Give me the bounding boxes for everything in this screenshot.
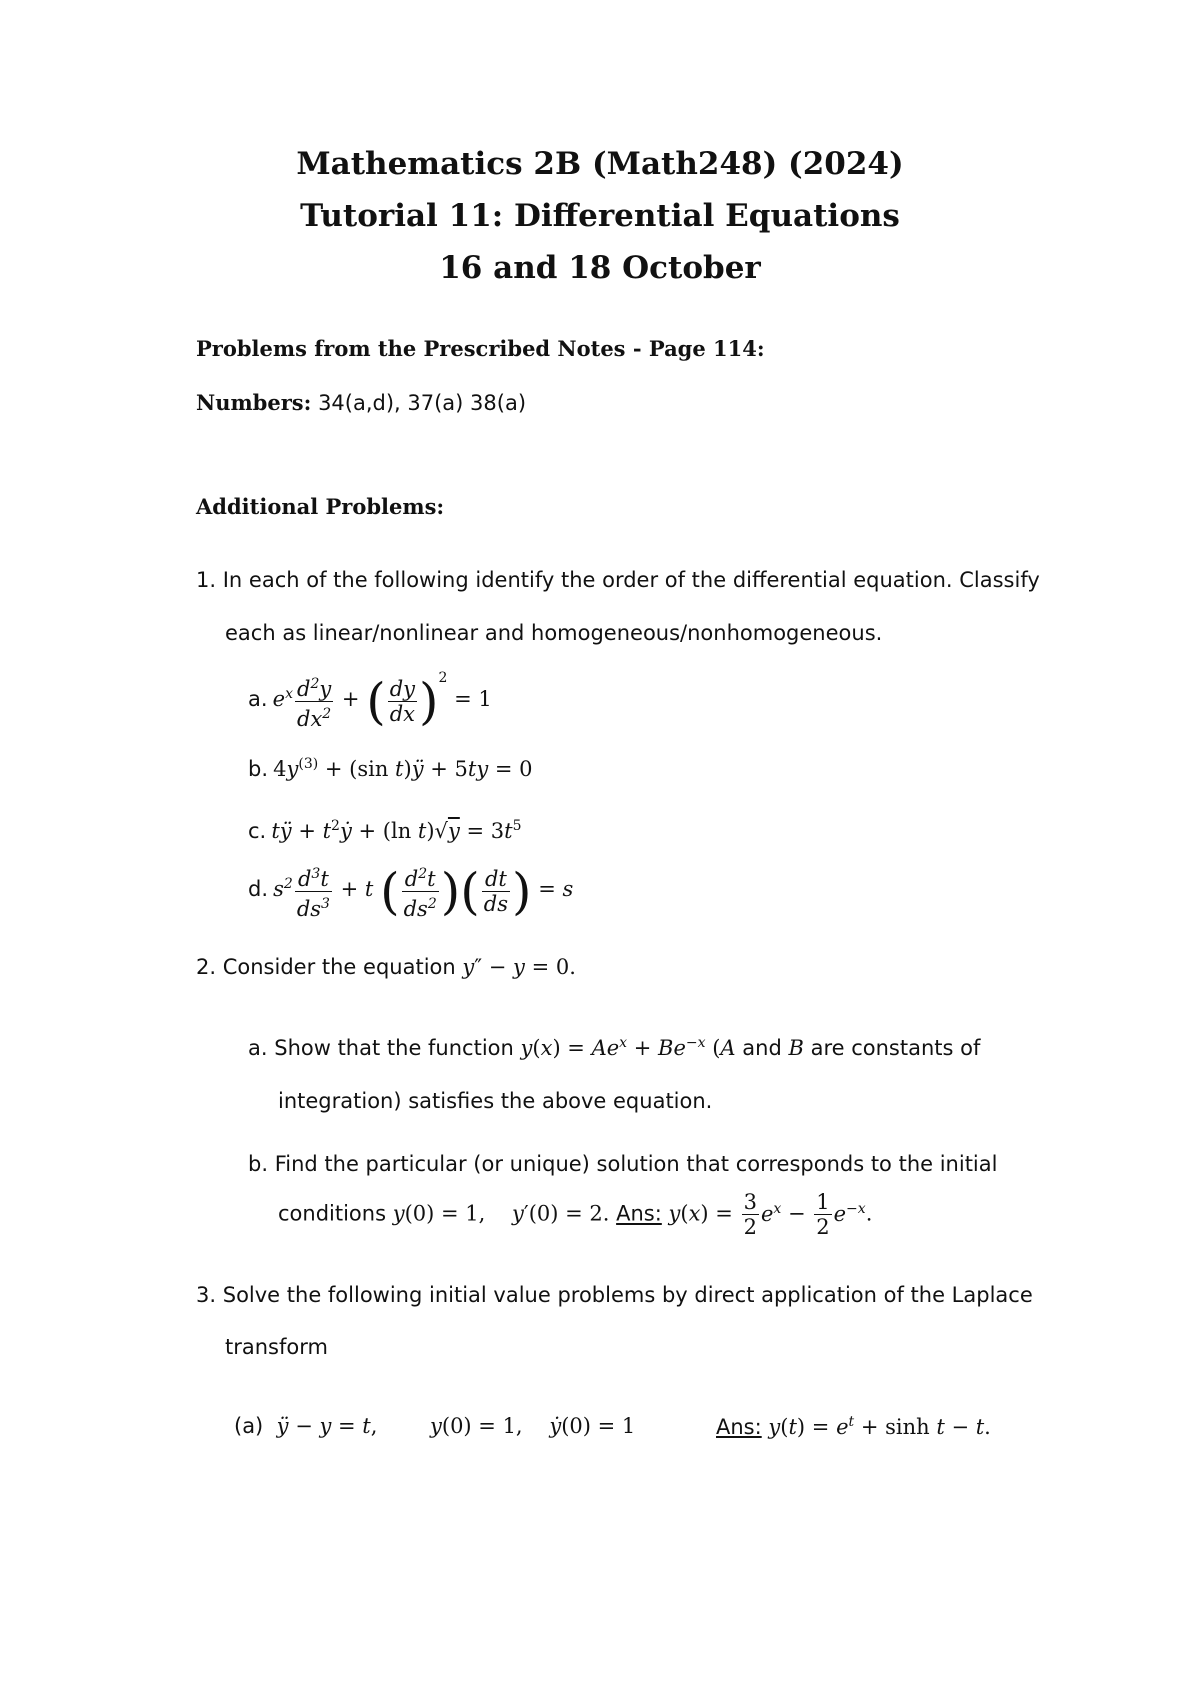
numbers-value: 34(a,d), 37(a) 38(a) [318, 391, 527, 415]
problem-2-text: Consider the equation [222, 955, 456, 979]
problem-3-line-1 [196, 1283, 1033, 1307]
problem-3a-answer: Ans: $y(t) = e^t + \sinh t - t$. [716, 1414, 991, 1439]
equation-1b-label: b. [248, 757, 269, 781]
additional-heading: Additional Problems: [196, 494, 445, 519]
problem-3a-label: (a) [234, 1414, 264, 1438]
equation-1d: d. $s^2$ $\frac{d^3t}{ds^3}$ + t ( $\frac{d^2t}{ds^2}$ )( $\frac{dt}{ds}$ ) = s [248, 862, 574, 921]
equation-1d-label: d. [248, 877, 269, 901]
problem-3a-line: (a) ÿ − y = t, [234, 1414, 378, 1438]
document-header [0, 138, 1200, 294]
tutorial-title: Tutorial 11: Differential Equations [300, 198, 900, 234]
problem-2a-label: a. [248, 1036, 268, 1060]
problem-2b-text-1: Find the particular (or unique) solution that corresponds to the initial [274, 1152, 998, 1176]
problem-2a-line-2: integration) satisfies the above equation. [278, 1089, 713, 1113]
problem-1-number: 1. [196, 568, 217, 592]
problem-1-line-1 [196, 568, 1040, 592]
equation-1c-label: c. [248, 819, 267, 843]
tutorial-dates: 16 and 18 October [439, 250, 761, 286]
equation-1c: c. tÿ + $t^2ẏ + (\ln$ $t)√y = 3t^5$ [248, 818, 522, 843]
equation-1a-label: a. [248, 687, 268, 711]
problem-2b-text-2: conditions [278, 1201, 387, 1226]
problem-2a-text-1: Show that the function [274, 1036, 514, 1060]
problem-1-text-2: each as linear/nonlinear and homogeneous/nonhomogeneous. [225, 621, 883, 645]
problem-2-line: 2. Consider the equation y″ − y = 0. [196, 955, 576, 979]
equation-1b: b. $4y^{(3)} + (\sin$ t)ÿ + 5ty = 0 [248, 756, 533, 781]
problem-2-number: 2. [196, 955, 217, 979]
problem-2b-line-2: conditions y(0) = 1, y′(0) = 2. Ans: y(x) = $\frac{3}{2}$ $e^x$ − $\frac{1}{2}$ $e^{-x}$. [278, 1190, 873, 1239]
numbers-label: Numbers: [196, 390, 312, 415]
problem-2b-line-1 [248, 1152, 997, 1176]
problem-3a-ans-label: Ans: [716, 1415, 762, 1439]
problem-3a-conditions: y(0) = 1, ẏ(0) = 1 [430, 1414, 636, 1438]
problem-3-text-1: Solve the following initial value problems by direct application of the Laplace [222, 1283, 1033, 1307]
prescribed-heading: Problems from the Prescribed Notes - Page 114: [196, 336, 765, 361]
problem-2b-label: b. [248, 1152, 269, 1176]
problem-3-text-2: transform [225, 1335, 328, 1359]
problem-2a-text-2: are constants of [810, 1036, 981, 1060]
problem-3-number: 3. [196, 1283, 217, 1307]
course-title: Mathematics 2B (Math248) (2024) [296, 146, 904, 182]
problem-1-text-1: In each of the following identify the order of the differential equation. Classify [222, 568, 1040, 592]
problem-2b-ans-label: Ans: [616, 1201, 662, 1226]
equation-1a: a. $e^x$ $\frac{d^2y}{dx^2}$ + ( $\frac{dy}{dx}$ )$^2$ = 1 [248, 669, 492, 731]
problem-2a-line-1: a. Show that the function $y(x) = Ae^x + Be^{-x}$ (A and B are constants of [248, 1035, 981, 1060]
prescribed-numbers [196, 390, 526, 415]
